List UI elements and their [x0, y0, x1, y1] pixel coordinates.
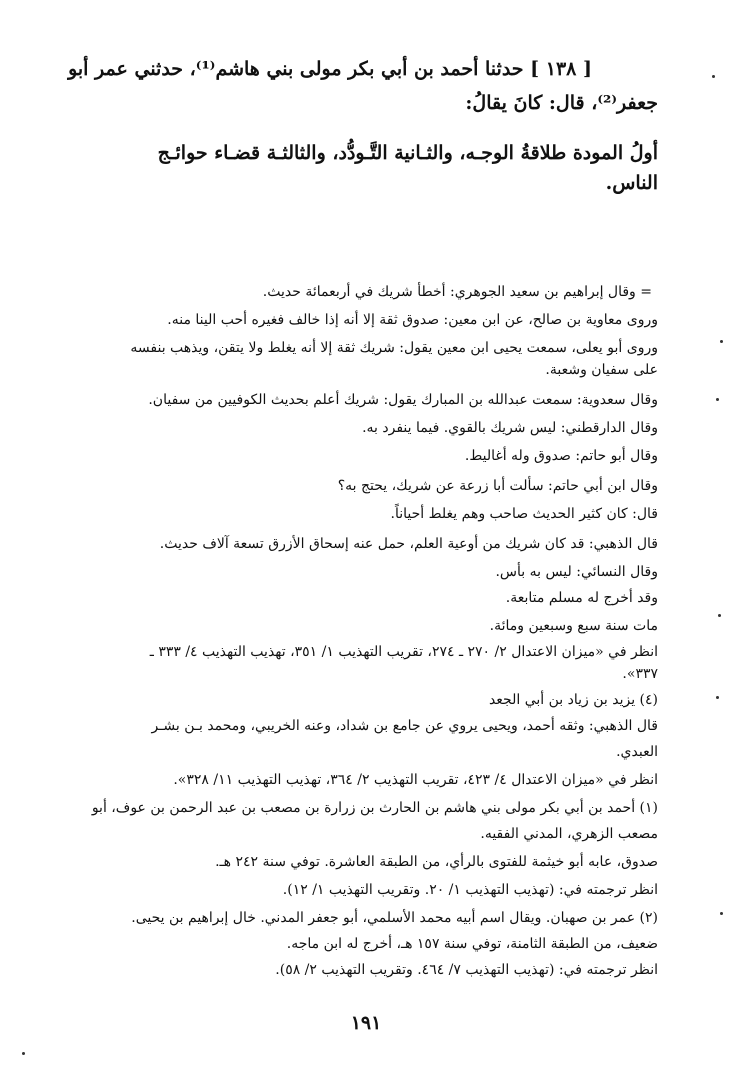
footnote-line-26: انظر ترجمته في: (تهذيب التهذيب ٧/ ٤٦٤. وتقريب التهذيب ٢/ ٥٨). [275, 962, 658, 978]
scan-speck [720, 912, 723, 915]
scan-speck [716, 696, 719, 699]
footnote-line-12: وقد أخرج له مسلم متابعة. [505, 590, 658, 606]
scan-speck [716, 398, 719, 401]
scan-speck [718, 614, 721, 617]
scan-speck [720, 340, 723, 343]
scan-speck [712, 75, 715, 78]
footnote-line-24: (٢) عمر بن صهبان. ويقال اسم أبيه محمد الأسلمي، أبو جعفر المدني. خال إبراهيم بن يحيى. [131, 910, 658, 926]
footnote-line-20: (١) أحمد بن أبي بكر مولى بني هاشم بن الحارث بن زرارة بن مصعب بن عبد الرحمن بن عوف، أبو [91, 800, 658, 816]
footnote-line-2: وروى معاوية بن صالح، عن ابن معين: صدوق ثقة إلا أنه إذا خالف فغيره أحب الينا منه. [167, 312, 658, 328]
footnote-line-23: انظر ترجمته في: (تهذيب التهذيب ١/ ٢٠. وتقريب التهذيب ١/ ١٢). [282, 882, 658, 898]
footnote-line-8: وقال ابن أبي حاتم: سألت أبا زرعة عن شريك، يحتج به؟ [337, 478, 658, 494]
footnote-line-3: وروى أبو يعلى، سمعت يحيى ابن معين يقول: شريك ثقة إلا أنه يغلط ولا يتقن، ويذهب بنفسه [130, 340, 658, 356]
footnote-line-5: وقال سعدوية: سمعت عبدالله بن المبارك يقول: شريك أعلم بحديث الكوفيين من سفيان. [148, 392, 658, 408]
footnote-line-17: قال الذهبي: وثقه أحمد، ويحيى يروي عن جامع بن شداد، وعنه الخريبي، ومحمد بـن بشـر [151, 718, 658, 734]
footnote-line-11: وقال النسائي: ليس به بأس. [495, 564, 658, 580]
footnote-line-16: (٤) يزيد بن زياد بن أبي الجعد [488, 692, 658, 708]
scan-speck [22, 1052, 25, 1055]
main-text-line-4: الناس. [605, 172, 658, 194]
footnote-line-21: مصعب الزهري، المدني الفقيه. [480, 826, 658, 842]
footnote-line-4: على سفيان وشعبة. [545, 362, 658, 378]
main-text-line-1: [ ١٣٨ ] حدثنا أحمد بن أبي بكر مولى بني هاشم⁽¹⁾، حدثني عمر أبو [68, 58, 592, 80]
footnote-line-15: ٣٣٧». [622, 666, 658, 682]
footnote-line-1: = وقال إبراهيم بن سعيد الجوهري: أخطأ شريك في أربعمائة حديث. [262, 284, 652, 300]
footnote-line-7: وقال أبو حاتم: صدوق وله أغاليط. [464, 448, 658, 464]
footnote-line-9: قال: كان كثير الحديث صاحب وهم يغلط أحياناً. [390, 506, 658, 522]
page-number: ١٩١ [350, 1012, 382, 1034]
footnote-line-25: ضعيف، من الطبقة الثامنة، توفي سنة ١٥٧ هـ، أخرج له ابن ماجه. [286, 936, 658, 952]
footnote-line-13: مات سنة سبع وسبعين ومائة. [489, 618, 658, 634]
footnote-line-19: انظر في «ميزان الاعتدال ٤/ ٤٢٣، تقريب التهذيب ٢/ ٣٦٤، تهذيب التهذيب ١١/ ٣٢٨». [173, 772, 658, 788]
footnote-line-14: انظر في «ميزان الاعتدال ٢/ ٢٧٠ ـ ٢٧٤، تقريب التهذيب ١/ ٣٥١، تهذيب التهذيب ٤/ ٣٣٣ ـ [149, 644, 658, 660]
footnote-line-6: وقال الدارقطني: ليس شريك بالقوي. فيما ينفرد به. [362, 420, 658, 436]
footnote-line-18: العبدي. [616, 744, 658, 760]
main-text-line-3: أولُ المودة طلاقةُ الوجـه، والثـانية التَّـودُّد، والثالثـة قضـاء حوائـج [157, 142, 658, 164]
footnote-line-22: صدوق، عابه أبو خيثمة للفتوى بالرأي، من الطبقة العاشرة. توفي سنة ٢٤٢ هـ. [215, 854, 658, 870]
main-text-line-2: جعفر⁽²⁾، قال: كانَ يقالُ: [465, 92, 658, 114]
footnote-line-10: قال الذهبي: قد كان شريك من أوعية العلم، حمل عنه إسحاق الأزرق تسعة آلاف حديث. [159, 536, 658, 552]
